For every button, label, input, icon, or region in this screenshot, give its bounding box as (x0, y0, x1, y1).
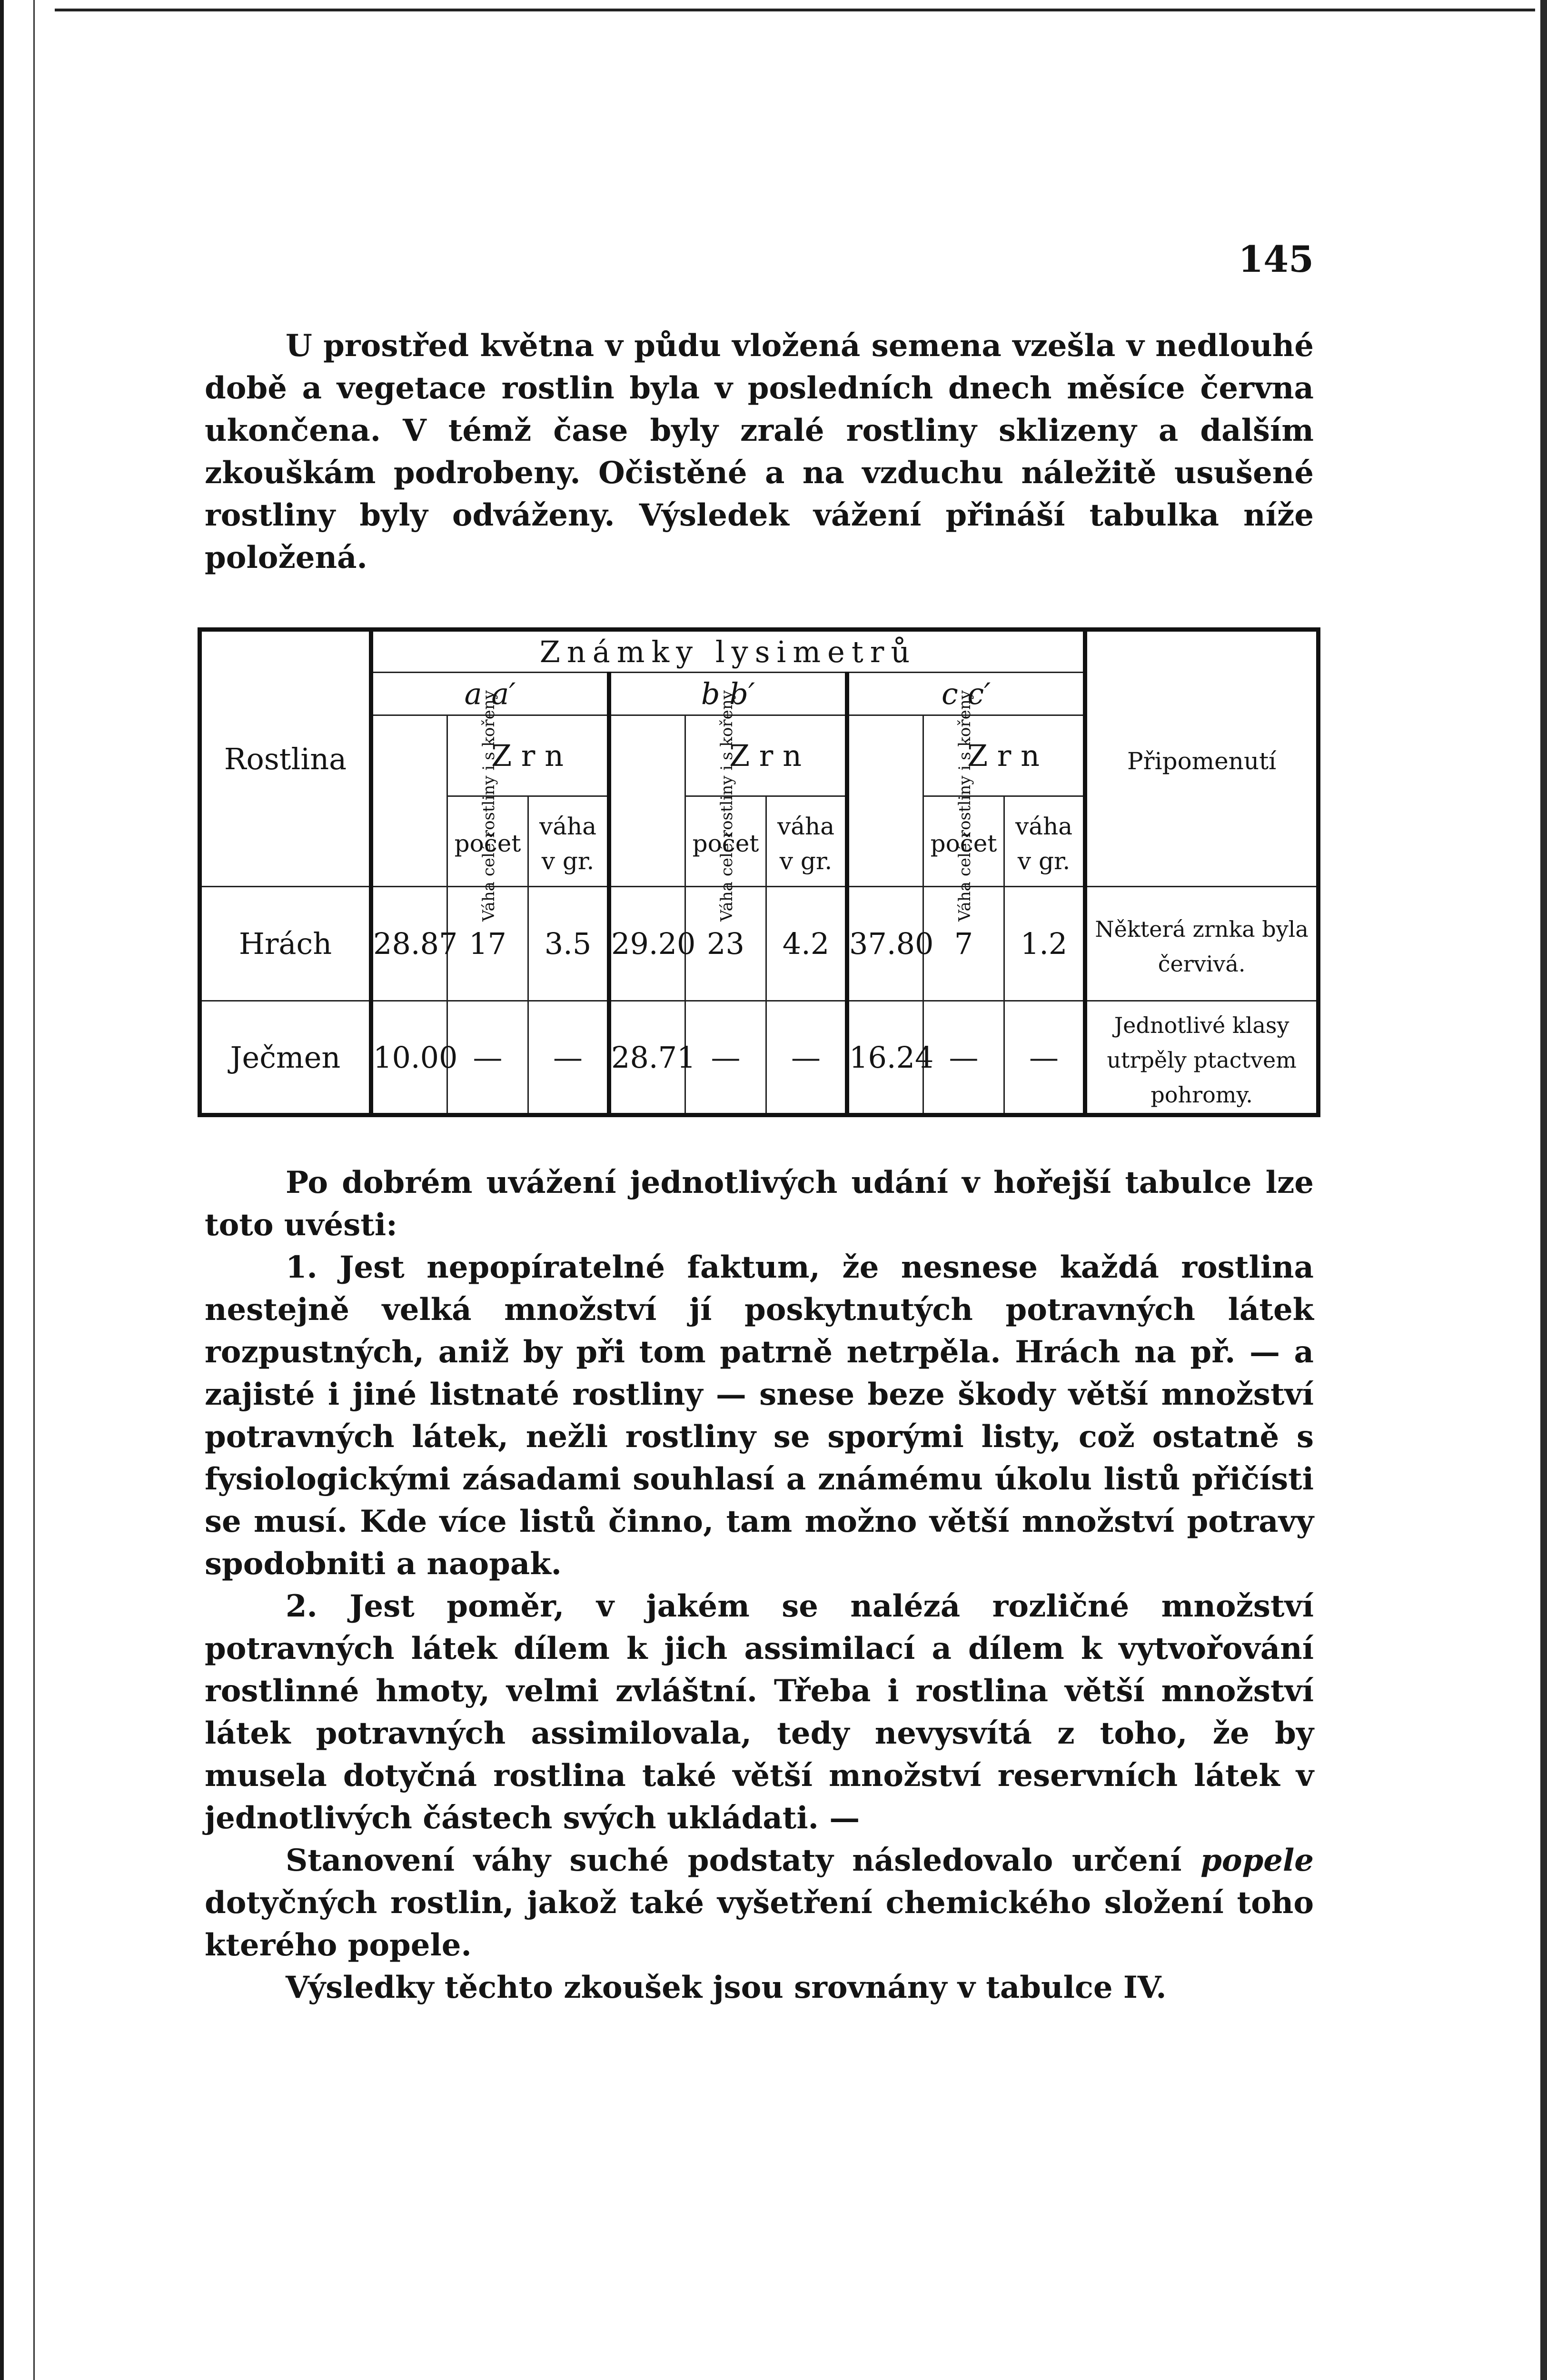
header-lysimeters: Známky lysimetrů (539, 634, 917, 669)
table-cell (609, 887, 696, 1001)
table-cell (371, 1001, 458, 1115)
paragraph-4-italic: popele (1200, 1843, 1314, 1878)
a-grain-header (447, 715, 609, 796)
plant-name: Hrách (238, 926, 332, 961)
table-cell (1004, 1001, 1085, 1115)
paragraph-4 (205, 1839, 1314, 1966)
plant-name: Ječmen (230, 1040, 341, 1075)
header-note: Připomenutí (1127, 747, 1277, 775)
page-number: 145 (1238, 238, 1314, 280)
cell-value: 28.87 (373, 926, 458, 961)
paragraph-4-text-b: dotyčných rostlin, jakož také vyšetření chemického složení toho kterého popele. (205, 1885, 1314, 1963)
note-cell (1085, 1001, 1319, 1115)
cell-value: 16.24 (849, 1040, 934, 1075)
cell-value: 29.20 (611, 926, 696, 961)
paragraph-1 (205, 1161, 1314, 1246)
scan-edge-left (0, 0, 4, 2380)
cell-value: 4.2 (782, 926, 830, 961)
scan-edge-right (1540, 0, 1547, 2380)
a-whole-weight-label: Váha celé rostliny i s kořeny (479, 690, 498, 922)
paragraph-5-text: Výsledky těchto zkoušek jsou srovnány v tabulce IV. (286, 1970, 1167, 2005)
cell-value: 28.71 (611, 1040, 696, 1075)
cell-value: — (553, 1040, 583, 1075)
cell-value: — (791, 1040, 821, 1075)
table-cell (447, 1001, 528, 1115)
cell-value: — (949, 1040, 979, 1075)
table-cell (528, 1001, 609, 1115)
note-text: Některá zrnka byla červivá. (1095, 916, 1309, 977)
cell-value: 10.00 (373, 1040, 458, 1075)
b-grain-header (685, 715, 847, 796)
b-gr-header (766, 796, 847, 887)
b-gr-label: váha v gr. (777, 812, 835, 875)
a-count-label: počet (454, 830, 521, 857)
intro-paragraph (205, 325, 1314, 579)
header-plant-cell (200, 630, 371, 887)
cell-value: 17 (469, 926, 506, 961)
c-whole-weight-label: Váha celé rostliny i s kořeny (955, 690, 974, 922)
paragraph-5 (205, 1966, 1314, 2009)
c-gr-label: váha v gr. (1015, 812, 1073, 875)
table-cell (766, 1001, 847, 1115)
intro-text: U prostřed května v půdu vložená semena vzešla v nedlouhé době a vegetace rostlin byla v posledních dnech měsíce června ukončena. V témž čase byly zralé rostliny sklizeny a dalším zkouškám podrobeny. Očistěné a na vzduchu náležitě usušené rostliny byly odváženy. Výsledek vážení přináší tabulka níže položená. (205, 328, 1314, 575)
paragraph-3-text: 2. Jest poměr, v jakém se nalézá rozličné množství potravných látek dílem k jich assimilací a dílem k vytvořování rostlinné hmoty, velmi zvláštní. Třeba i rostlina větší množství látek potravných assimilovala, tedy nevysvítá z toho, že by musela dotyčná rostlina také větší množství reservních látek v jednotlivých částech svých ukládati. — (205, 1588, 1314, 1836)
c-count-label: počet (930, 830, 997, 857)
c-grain-header (923, 715, 1085, 796)
cell-value: 1.2 (1020, 926, 1068, 961)
row-hrach-plant (200, 887, 371, 1001)
cell-value: — (1029, 1040, 1059, 1075)
cell-value: — (711, 1040, 741, 1075)
table-cell (847, 887, 934, 1001)
table-cell (609, 1001, 696, 1115)
table-cell (923, 1001, 1004, 1115)
table-cell (847, 1001, 934, 1115)
a-grain-label: Z r n (491, 738, 564, 773)
header-lysimeters-cell (371, 630, 1085, 673)
table-cell (685, 1001, 766, 1115)
table-cell (1004, 887, 1085, 1001)
c-gr-header (1004, 796, 1085, 887)
group-b-label: b b′ (701, 676, 755, 711)
paragraph-3 (205, 1585, 1314, 1839)
cell-value: 3.5 (544, 926, 592, 961)
b-whole-weight-label: Váha celé rostliny i s kořeny (717, 690, 736, 922)
b-grain-label: Z r n (729, 738, 802, 773)
cell-value: 23 (707, 926, 744, 961)
note-cell (1085, 887, 1319, 1001)
paragraph-4-text-a: Stanovení váhy suché podstaty následovalo určení (286, 1843, 1182, 1878)
cell-value: 37.80 (849, 926, 934, 961)
paragraph-2 (205, 1246, 1314, 1585)
table-cell (528, 887, 609, 1001)
table-cell (371, 887, 458, 1001)
paragraph-1-text: Po dobrém uvážení jednotlivých udání v hořejší tabulce lze toto uvésti: (205, 1165, 1314, 1243)
note-text: Jednotlivé klasy utrpěly ptactvem pohromy. (1107, 1012, 1297, 1108)
results-table (198, 627, 1320, 1117)
cell-value: 7 (954, 926, 973, 961)
b-count-label: počet (692, 830, 759, 857)
group-c-label: c c′ (941, 676, 991, 711)
a-gr-label: váha v gr. (539, 812, 597, 875)
group-a-label: a a′ (464, 676, 516, 711)
page-binding-edge (33, 0, 57, 2380)
c-grain-label: Z r n (967, 738, 1040, 773)
row-jecmen-plant (200, 1001, 371, 1115)
a-gr-header (528, 796, 609, 887)
paragraph-2-text: 1. Jest nepopíratelné faktum, že nesnese každá rostlina nestejně velká množství jí poskytnutých potravných látek rozpustných, aniž by při tom patrně netrpěla. Hrách na př. — a zajisté i jiné listnaté rostliny — snese beze škody větší množství potravných látek, nežli rostliny se sporými listy, což ostatně s fysiologickými zásadami souhlasí a známému úkolu listů přičísti se musí. Kde více listů činno, tam možno větší množství potravy spodobniti a naopak. (205, 1250, 1314, 1582)
table-cell (766, 887, 847, 1001)
results-table-wrapper (198, 627, 1316, 1127)
header-note-cell (1085, 630, 1319, 887)
cell-value: — (473, 1040, 503, 1075)
header-plant: Rostlina (224, 741, 347, 776)
body-text (205, 1161, 1314, 2009)
